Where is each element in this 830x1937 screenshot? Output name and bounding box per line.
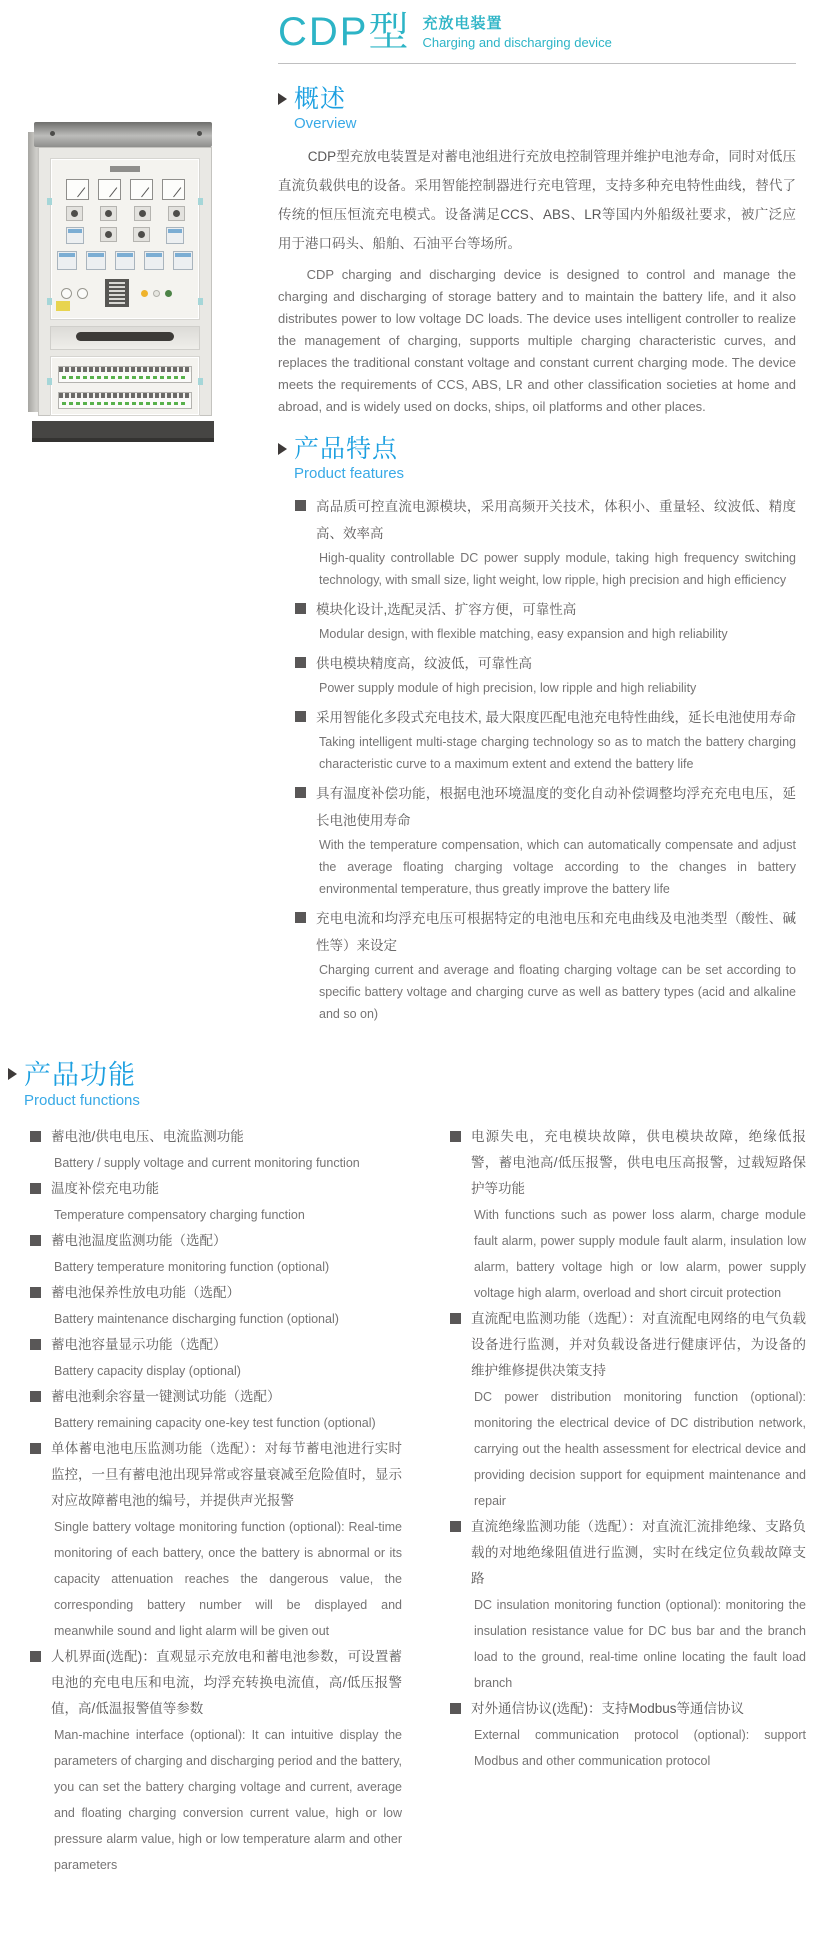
indicator-lamp (141, 290, 148, 297)
handle-strip (50, 326, 200, 350)
cabinet-base (32, 421, 214, 442)
function-item (30, 1436, 402, 1644)
bullet-square-icon (295, 603, 306, 614)
function-text-cn: 电源失电，充电模块故障，供电模块故障，绝缘低报警，蓄电池高/低压报警，供电电压高报警，过载短路保护等功能 (471, 1129, 806, 1196)
hinge-mark (47, 198, 52, 205)
rotary-knob (66, 206, 83, 221)
hinge-mark (47, 378, 52, 385)
indicator-lamp (165, 290, 172, 297)
section-marker-icon (8, 1068, 17, 1080)
function-text-en: Battery remaining capacity one-key test function (optional) (54, 1416, 376, 1430)
feature-text-cn: 模块化设计,选配灵活、扩容方便，可靠性高 (316, 602, 577, 617)
function-text-cn: 直流绝缘监测功能（选配）：对直流汇流排绝缘、支路负载的对地绝缘阻值进行监测，实时在线定位负载故障支路 (471, 1519, 806, 1586)
feature-text-en: With the temperature compensation, which can automatically compensate and adjust the average floating charging voltage according to the changes in battery environmental temperature, thus greatly improve the battery life (319, 838, 796, 896)
function-text-cn: 温度补偿充电功能 (51, 1181, 159, 1196)
screw-icon (197, 131, 202, 136)
features-section-header (278, 435, 796, 483)
function-text-cn: 蓄电池保养性放电功能（选配） (51, 1285, 240, 1300)
push-button (61, 288, 72, 299)
functions-left-column (30, 1124, 402, 1878)
knob-row (51, 206, 199, 221)
functions-columns (8, 1124, 808, 1878)
model-subtitle-en: Charging and discharging device (422, 35, 612, 50)
hinge-mark (198, 198, 203, 205)
switch-module (115, 251, 135, 270)
function-item (30, 1280, 402, 1332)
push-button (77, 288, 88, 299)
bullet-square-icon (295, 500, 306, 511)
bullet-square-icon (30, 1651, 41, 1662)
indicator-lamp (153, 290, 160, 297)
bullet-square-icon (295, 787, 306, 798)
product-photo (28, 106, 218, 442)
switch-module (57, 251, 77, 270)
bullet-square-icon (30, 1235, 41, 1246)
feature-item (295, 493, 796, 591)
switch-module (166, 227, 184, 244)
rotary-knob (100, 227, 117, 242)
feature-item (295, 905, 796, 1025)
switch-module (66, 227, 84, 244)
rotary-knob (134, 206, 151, 221)
cabinet-top-cap (34, 122, 212, 147)
switch-module (144, 251, 164, 270)
function-text-en: Battery temperature monitoring function (optional) (54, 1260, 330, 1274)
switch-module (86, 251, 106, 270)
function-item (30, 1644, 402, 1878)
function-text-cn: 人机界面(选配)：直观显示充放电和蓄电池参数，可设置蓄电池的充电电压和电流，均浮充转换电流值，高/低压报警值，高/低温报警值等参数 (51, 1649, 402, 1716)
model-name: CDP型 (278, 10, 411, 54)
model-subtitle-cn: 充放电装置 (422, 15, 503, 32)
bullet-square-icon (450, 1131, 461, 1142)
feature-item (295, 596, 796, 645)
dip-switch-block (105, 279, 129, 307)
screw-icon (50, 131, 55, 136)
functions-section-header (8, 1060, 808, 1110)
function-item (30, 1228, 402, 1280)
terminal-strip (58, 392, 192, 409)
nameplate (110, 166, 140, 172)
function-item (30, 1332, 402, 1384)
feature-text-cn: 供电模块精度高，纹波低，可靠性高 (316, 656, 532, 671)
bullet-square-icon (30, 1183, 41, 1194)
terminal-strip (58, 366, 192, 383)
section-marker-icon (278, 443, 287, 455)
feature-item (295, 780, 796, 900)
function-text-cn: 蓄电池剩余容量一键测试功能（选配） (51, 1389, 281, 1404)
function-text-cn: 单体蓄电池电压监测功能（选配）：对每节蓄电池进行实时监控，一旦有蓄电池出现异常或容量衰减至危险值时，显示对应故障蓄电池的编号，并提供声光报警 (51, 1441, 402, 1508)
hinge-mark (198, 298, 203, 305)
function-text-en: DC power distribution monitoring function (optional): monitoring the electrical device of DC distribution network, carrying out the health assessment for electrical device and providing decision support for equipment maintenance and repair (474, 1390, 806, 1508)
feature-text-en: High-quality controllable DC power supply module, taking high frequency switching technology, with small size, light weight, low ripple, high precision and high efficiency (319, 551, 796, 587)
feature-text-en: Modular design, with flexible matching, easy expansion and high reliability (319, 627, 728, 641)
function-text-en: Battery capacity display (optional) (54, 1364, 241, 1378)
warning-sticker (56, 301, 70, 311)
feature-text-cn: 采用智能化多段式充电技术, 最大限度匹配电池充电特性曲线，延长电池使用寿命 (316, 710, 797, 725)
page-header (278, 12, 796, 52)
function-text-cn: 蓄电池温度监测功能（选配） (51, 1233, 227, 1248)
function-item (450, 1124, 806, 1306)
function-text-cn: 对外通信协议(选配)：支持Modbus等通信协议 (471, 1701, 745, 1716)
function-item (450, 1696, 806, 1774)
door-handle (76, 332, 174, 341)
cabinet-lower-door (50, 356, 200, 416)
rotary-knob (100, 206, 117, 221)
hinge-mark (47, 298, 52, 305)
bullet-square-icon (30, 1391, 41, 1402)
bullet-square-icon (30, 1287, 41, 1298)
features-list (295, 493, 796, 1025)
function-item (450, 1306, 806, 1514)
bullet-square-icon (30, 1339, 41, 1350)
overview-section-header (278, 85, 796, 133)
bullet-square-icon (295, 711, 306, 722)
features-title-cn: 产品特点 (294, 435, 399, 463)
feature-text-en: Power supply module of high precision, low ripple and high reliability (319, 681, 697, 695)
function-text-en: DC insulation monitoring function (optional): monitoring the insulation resistance value for DC bus bar and the branch load to the ground, real-time online locating the fault load branch (474, 1598, 806, 1690)
overview-title-cn: 概述 (294, 85, 347, 113)
rotary-knob (168, 206, 185, 221)
analog-meter (66, 179, 89, 200)
features-title-en: Product features (294, 465, 405, 482)
function-text-cn: 蓄电池容量显示功能（选配） (51, 1337, 227, 1352)
analog-meter (162, 179, 185, 200)
function-text-en: Temperature compensatory charging function (54, 1208, 305, 1222)
feature-text-cn: 充电电流和均浮充电压可根据特定的电池电压和充电曲线及电池类型（酸性、碱性等）来设定 (316, 911, 796, 953)
model-subtitle (422, 12, 611, 51)
function-text-en: External communication protocol (optional): support Modbus and other communication protocol (474, 1728, 806, 1768)
bullet-square-icon (450, 1521, 461, 1532)
bullet-square-icon (30, 1131, 41, 1142)
cabinet-upper-door (50, 158, 200, 320)
function-text-en: With functions such as power loss alarm, charge module fault alarm, power supply module fault alarm, insulation low alarm, battery voltage high or low alarm, power supply voltage high alarm, overload and short circuit protection (474, 1208, 806, 1300)
hinge-mark (198, 378, 203, 385)
control-row (51, 279, 199, 307)
knob-switch-row (51, 227, 199, 244)
feature-text-cn: 具有温度补偿功能，根据电池环境温度的变化自动补偿调整均浮充充电电压，延长电池使用寿命 (316, 786, 796, 828)
header-divider (278, 63, 796, 64)
switch-row (51, 251, 199, 270)
overview-title-en: Overview (294, 115, 357, 132)
meter-row (51, 179, 199, 200)
analog-meter (130, 179, 153, 200)
bullet-square-icon (30, 1443, 41, 1454)
feature-item (295, 704, 796, 775)
function-item (30, 1124, 402, 1176)
feature-item (295, 650, 796, 699)
analog-meter (98, 179, 121, 200)
function-item (450, 1514, 806, 1696)
feature-text-cn: 高品质可控直流电源模块，采用高频开关技术，体积小、重量轻、纹波低、精度高、效率高 (316, 499, 796, 541)
switch-module (173, 251, 193, 270)
functions-section (8, 1060, 808, 1878)
rotary-knob (133, 227, 150, 242)
overview-paragraph-en: CDP charging and discharging device is designed to control and manage the charging and discharging of storage battery and to maintain the battery life, and it also distributes power to low voltage DC loads. The device uses intelligent controller to realize the management of charging, supports multiple charging characteristic curves, and replaces the traditional constant voltage and constant current charging mode. The device meets the requirements of CCS, ABS, LR and other classification societies at home and abroad, and is widely used on docks, ships, oil platforms and other places. (278, 267, 796, 414)
feature-text-en: Charging current and average and floating charging voltage can be set according to specific battery voltage and charging curve as well as battery types (acid and alkaline and so on) (319, 963, 796, 1021)
function-item (30, 1384, 402, 1436)
functions-title-en: Product functions (24, 1092, 140, 1109)
bullet-square-icon (450, 1703, 461, 1714)
function-text-en: Battery maintenance discharging function (optional) (54, 1312, 339, 1326)
functions-right-column (450, 1124, 806, 1878)
function-text-cn: 直流配电监测功能（选配）：对直流配电网络的电气负载设备进行监测，并对负载设备进行健康评估，为设备的维护维修提供决策支持 (471, 1311, 806, 1378)
functions-title-cn: 产品功能 (24, 1060, 136, 1090)
bullet-square-icon (295, 912, 306, 923)
function-text-en: Single battery voltage monitoring function (optional): Real-time monitoring of each battery, once the battery is abnormal or its capacity attenuation reaches the dangerous value, the corresponding battery number will be displayed and meanwhile sound and light alarm will be given out (54, 1520, 402, 1638)
function-item (30, 1176, 402, 1228)
feature-text-en: Taking intelligent multi-stage charging technology so as to match the battery charging characteristic curve to a maximum extent and extend the battery life (319, 735, 796, 771)
main-text-column (278, 12, 796, 1030)
function-text-en: Battery / supply voltage and current monitoring function (54, 1156, 360, 1170)
function-text-en: Man-machine interface (optional): It can intuitive display the parameters of charging and discharging period and the battery, you can set the battery charging voltage and current, average and floating charging conversion current value, high or low pressure alarm value, high or low temperature alarm and other parameters (54, 1728, 402, 1872)
bullet-square-icon (450, 1313, 461, 1324)
bullet-square-icon (295, 657, 306, 668)
function-text-cn: 蓄电池/供电电压、电流监测功能 (51, 1129, 244, 1144)
cabinet-body (38, 147, 212, 416)
overview-paragraph-cn: CDP型充放电装置是对蓄电池组进行充放电控制管理并维护电池寿命，同时对低压直流负载供电的设备。采用智能控制器进行充电管理，支持多种充电特性曲线，替代了传统的恒压恒流充电模式。设备满足CCS、ABS、LR等国内外船级社要求，被广泛应用于港口码头、船舶、石油平台等场所。 (278, 149, 796, 251)
section-marker-icon (278, 93, 287, 105)
